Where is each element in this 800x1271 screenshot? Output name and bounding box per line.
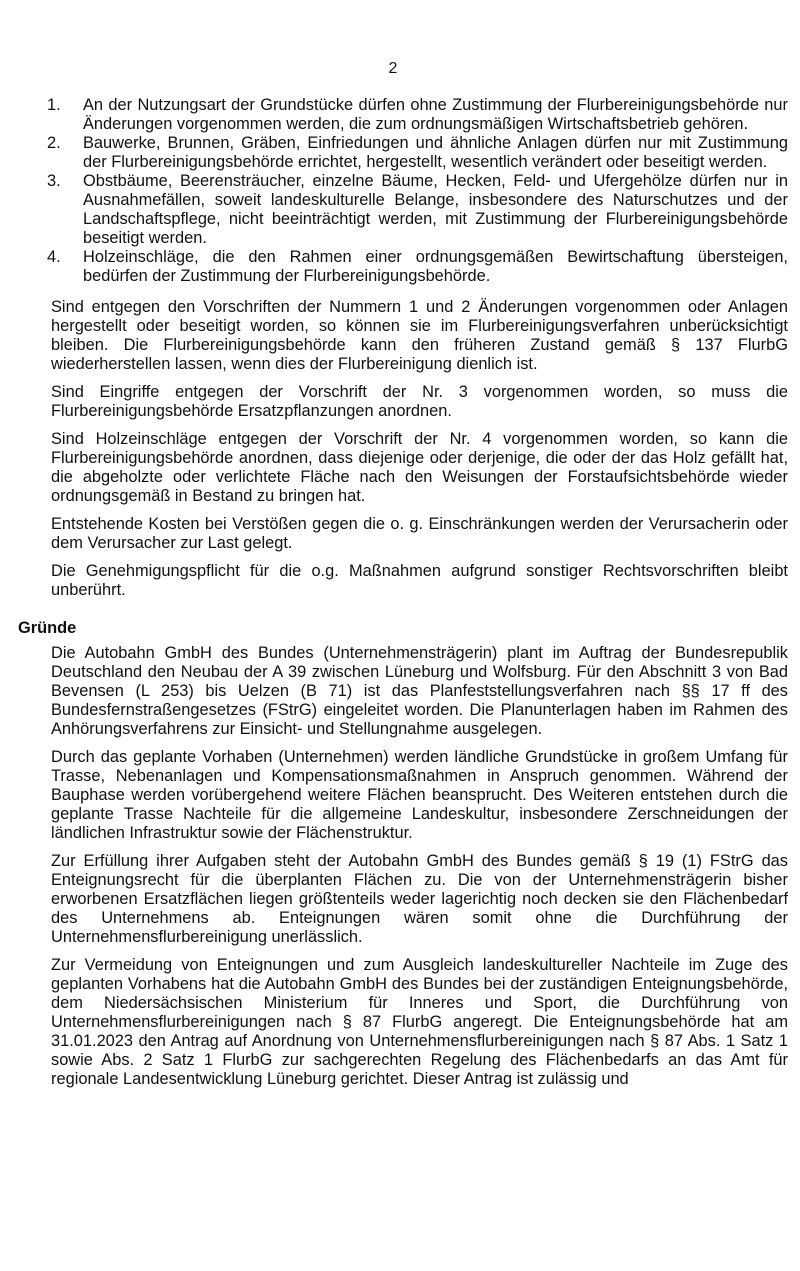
list-item	[18, 96, 788, 134]
paragraph: Sind entgegen den Vorschriften der Nummern 1 und 2 Änderungen vorgenommen oder Anlagen hergestellt oder beseitigt worden, so können sie im Flurbereinigungsverfahren unberücksichtigt bleiben. Die Flurbereinigungsbehörde kann den früheren Zustand gemäß § 137 FlurbG wiederherstellen lassen, wenn dies der Flurbereinigung dienlich ist.	[51, 298, 788, 373]
paragraph: Sind Holzeinschläge entgegen der Vorschrift der Nr. 4 vorgenommen worden, so kann die Flurbereinigungsbehörde anordnen, dass diejenige oder derjenige, die oder der das Holz gefällt hat, die abgeholzte oder verlichtete Fläche nach den Weisungen der Forstaufsichtsbehörde wieder ordnungsgemäß in Bestand zu bringen hat.	[51, 430, 788, 505]
paragraph: Sind Eingriffe entgegen der Vorschrift der Nr. 3 vorgenommen worden, so muss die Flurbereinigungsbehörde Ersatzpflanzungen anordnen.	[51, 383, 788, 420]
paragraph: Zur Erfüllung ihrer Aufgaben steht der Autobahn GmbH des Bundes gemäß § 19 (1) FStrG das Enteignungsrecht für die überplanten Flächen zu. Die von der Unternehmensträgerin bisher erworbenen Ersatzflächen liegen größtenteils weder lagerichtig noch decken sie den Flächenbedarf des Unternehmens ab. Enteignungen wären somit ohne die Durchführung der Unternehmensflurbereinigung unerlässlich.	[51, 852, 788, 946]
list-item-text: Bauwerke, Brunnen, Gräben, Einfriedungen und ähnliche Anlagen dürfen nur mit Zustimmung der Flurbereinigungsbehörde errichtet, hergestellt, wesentlich verändert oder beseitigt werden.	[83, 134, 788, 171]
paragraph: Zur Vermeidung von Enteignungen und zum Ausgleich landeskultureller Nachteile im Zuge des geplanten Vorhabens hat die Autobahn GmbH des Bundes bei der zuständigen Enteignungsbehörde, dem Niedersächsischen Ministerium für Inneres und Sport, die Durchführung von Unternehmensflurbereinigungen nach § 87 FlurbG angeregt. Die Enteignungsbehörde hat am 31.01.2023 den Antrag auf Anordnung von Unternehmensflurbereinigungen nach § 87 Abs. 1 Satz 1 sowie Abs. 2 Satz 1 FlurbG zur sachgerechten Regelung des Flächenbedarfs an das Amt für regionale Landesentwicklung Lüneburg gerichtet. Dieser Antrag ist zulässig und	[51, 956, 788, 1088]
list-item-number: 2.	[47, 134, 61, 152]
reasons-section	[51, 644, 788, 1089]
list-item-text: Holzeinschläge, die den Rahmen einer ordnungsgemäßen Bewirtschaftung übersteigen, bedürfen der Zustimmung der Flurbereinigungsbehörde.	[83, 248, 788, 285]
paragraph: Entstehende Kosten bei Verstößen gegen die o. g. Einschränkungen werden der Verursacherin oder dem Verursacher zur Last gelegt.	[51, 515, 788, 552]
list-item-text: Obstbäume, Beerensträucher, einzelne Bäume, Hecken, Feld- und Ufergehölze dürfen nur in Ausnahmefällen, soweit landeskulturelle Belange, insbesondere des Naturschutzes und der Landschaftspflege, nicht beeinträchtigt werden, mit Zustimmung der Flurbereinigungsbehörde beseitigt werden.	[83, 172, 788, 247]
document-body	[18, 96, 788, 1098]
paragraph: Die Genehmigungspflicht für die o.g. Maßnahmen aufgrund sonstiger Rechtsvorschriften bleibt unberührt.	[51, 562, 788, 599]
consequences-section	[51, 298, 788, 600]
paragraph: Durch das geplante Vorhaben (Unternehmen) werden ländliche Grundstücke in großem Umfang für Trasse, Nebenanlagen und Kompensationsmaßnahmen in Anspruch genommen. Während der Bauphase werden vorübergehend weitere Flächen beansprucht. Des Weiteren entstehen durch die geplante Trasse Nachteile für die allgemeine Landeskultur, insbesondere Zerschneidungen der ländlichen Infrastruktur sowie der Flächenstruktur.	[51, 748, 788, 842]
section-heading: Gründe	[18, 619, 77, 637]
list-item-number: 1.	[47, 96, 61, 114]
paragraph: Die Autobahn GmbH des Bundes (Unternehmensträgerin) plant im Auftrag der Bundesrepublik Deutschland den Neubau der A 39 zwischen Lüneburg und Wolfsburg. Für den Abschnitt 3 von Bad Bevensen (L 253) bis Uelzen (B 71) ist das Planfeststellungsverfahren nach §§ 17 ff des Bundesfernstraßengesetzes (FStrG) eingeleitet worden. Die Planunterlagen haben im Rahmen des Anhörungsverfahrens zur Einsicht- und Stellungnahme ausgelegen.	[51, 644, 788, 738]
list-item	[18, 248, 788, 286]
list-item	[18, 134, 788, 172]
list-item-number: 3.	[47, 172, 61, 190]
restrictions-list	[18, 96, 788, 286]
list-item	[18, 172, 788, 248]
list-item-text: An der Nutzungsart der Grundstücke dürfen ohne Zustimmung der Flurbereinigungsbehörde nur Änderungen vorgenommen werden, die zum ordnungsmäßigen Wirtschaftsbetrieb gehören.	[83, 96, 788, 133]
list-item-number: 4.	[47, 248, 61, 266]
page-number: 2	[388, 60, 398, 77]
